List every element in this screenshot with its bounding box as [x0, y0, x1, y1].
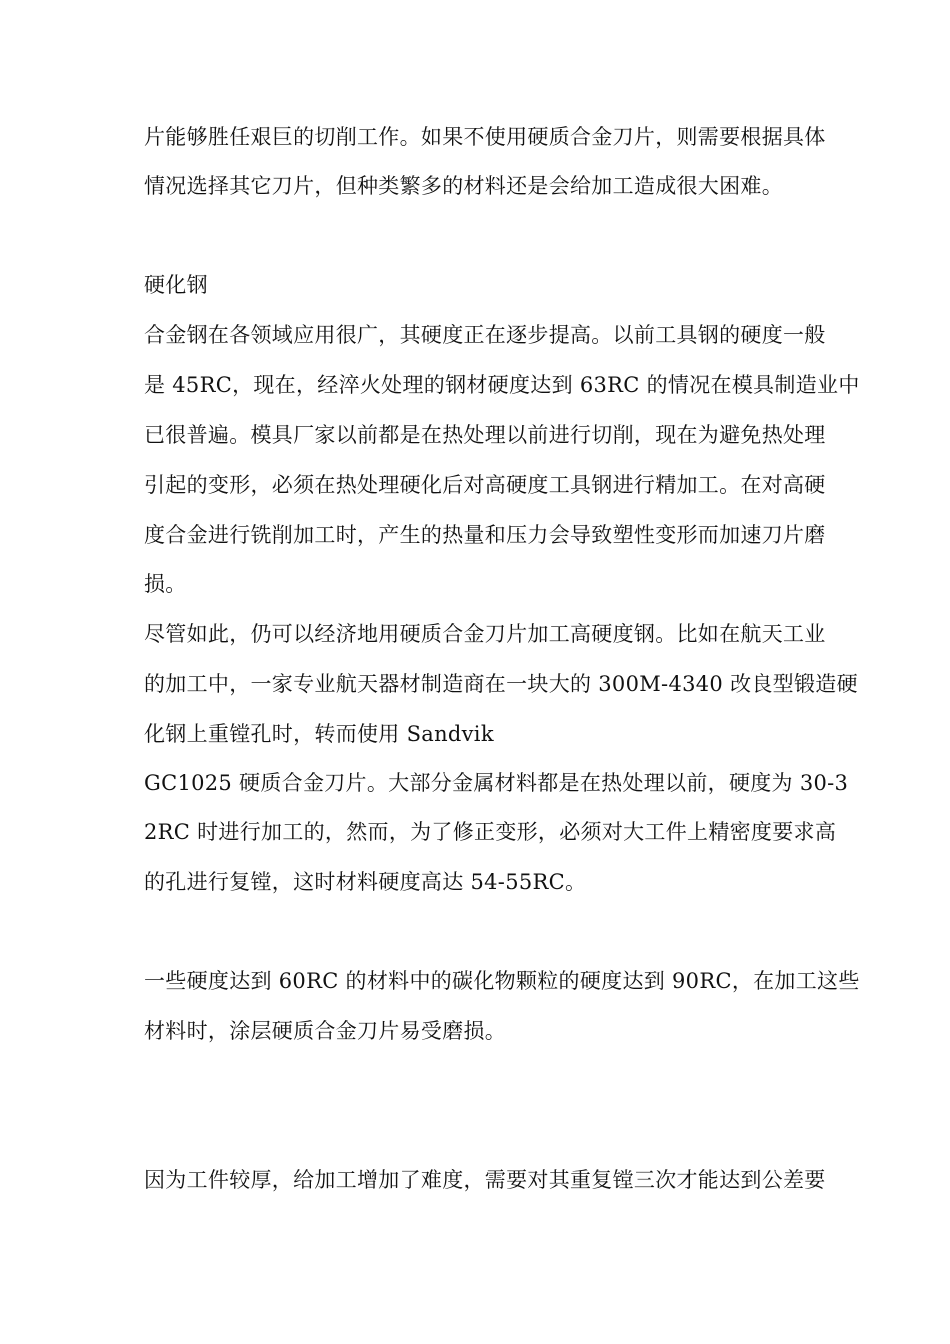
paragraph-line: 已很普遍。模具厂家以前都是在热处理以前进行切削，现在为避免热处理 — [144, 423, 826, 447]
paragraph-line: 损。 — [144, 572, 187, 596]
section-heading: 硬化钢 — [144, 273, 208, 297]
paragraph-line: 因为工件较厚，给加工增加了难度，需要对其重复镗三次才能达到公差要 — [144, 1168, 826, 1192]
paragraph-line: 片能够胜任艰巨的切削工作。如果不使用硬质合金刀片，则需要根据具体 — [144, 125, 826, 149]
paragraph-line: GC1025 硬质合金刀片。大部分金属材料都是在热处理以前，硬度为 30-3 — [144, 771, 849, 795]
paragraph-line: 2RC 时进行加工的，然而，为了修正变形，必须对大工件上精密度要求高 — [144, 820, 837, 844]
paragraph-line: 材料时，涂层硬质合金刀片易受磨损。 — [144, 1019, 507, 1043]
paragraph-line: 尽管如此，仍可以经济地用硬质合金刀片加工高硬度钢。比如在航天工业 — [144, 622, 826, 646]
paragraph-line: 度合金进行铣削加工时，产生的热量和压力会导致塑性变形而加速刀片磨 — [144, 523, 826, 547]
paragraph-line: 的加工中，一家专业航天器材制造商在一块大的 300M-4340 改良型锻造硬 — [144, 672, 858, 696]
paragraph-line: 的孔进行复镗，这时材料硬度高达 54-55RC。 — [144, 870, 587, 894]
paragraph-line: 情况选择其它刀片，但种类繁多的材料还是会给加工造成很大困难。 — [144, 174, 783, 198]
paragraph-line: 引起的变形，必须在热处理硬化后对高硬度工具钢进行精加工。在对高硬 — [144, 473, 826, 497]
paragraph-line: 化钢上重镗孔时，转而使用 Sandvik — [144, 722, 494, 746]
paragraph-line: 是 45RC，现在，经淬火处理的钢材硬度达到 63RC 的情况在模具制造业中 — [144, 373, 860, 397]
paragraph-line: 合金钢在各领域应用很广，其硬度正在逐步提高。以前工具钢的硬度一般 — [144, 323, 826, 347]
paragraph-line: 一些硬度达到 60RC 的材料中的碳化物颗粒的硬度达到 90RC，在加工这些 — [144, 969, 860, 993]
